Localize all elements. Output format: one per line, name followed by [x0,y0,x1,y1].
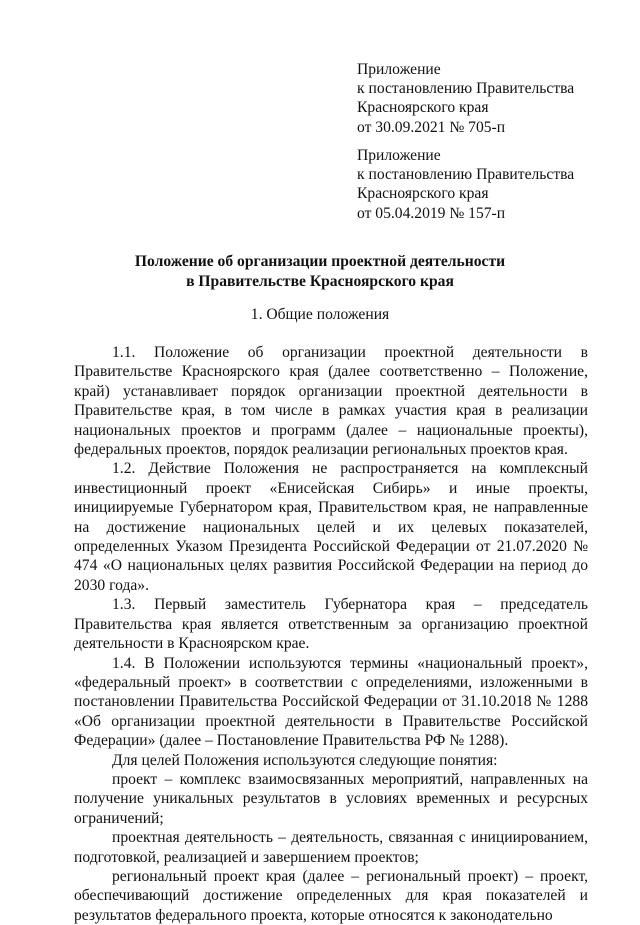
appendix-line: Красноярского края [357,185,489,203]
document-title [0,252,640,291]
appendix-line: Красноярского края [357,99,489,117]
paragraph-1-2: 1.2. Действие Положения не распространяется на комплексный инвестиционный проект «Енисейская Сибирь» и иные проекты, инициируемые Губернатором края, Правительством края, не направленные на достижение национальных целей и их целевых показателей, определенных Указом Президента Российской Федерации от 21.07.2020 № 474 «О национальных целях развития Российской Федерации на период до 2030 года». [74,460,588,594]
definition-project-activity: проектная деятельность – деятельность, связанная с инициированием, подготовкой, реализацией и завершением проектов; [74,829,588,866]
definition-regional-project: региональный проект края (далее – региональный проект) – проект, обеспечивающий достижение определенных для края показателей и результатов федерального проекта, которые относятся к законодательно [74,867,588,924]
paragraph-1-1: 1.1. Положение об организации проектной деятельности в Правительстве Красноярского края (далее соответственно – Положение, край) устанавливает порядок организации проектной деятельности в Правительстве края, в том числе в рамках участия края в реализации национальных проектов и программ (далее – национальные проекты), федеральных проектов, порядок реализации региональных проектов края. [74,344,588,459]
appendix-line: от 05.04.2019 № 157-п [357,204,506,222]
definition-project: проект – комплекс взаимосвязанных мероприятий, направленных на получение уникальных результатов в условиях временных и ресурсных ограничений; [74,770,588,827]
document-title-line: Положение об организации проектной деятельности [134,253,506,270]
paragraph-1-4: 1.4. В Положении используются термины «национальный проект», «федеральный проект» в соответствии с определениями, изложенными в постановлении Правительства Российской Федерации от 31.10.2018 № 1288 «Об организации проектной деятельности в Правительстве Российской Федерации» (далее – Постановление Правительства РФ № 1288). [74,654,588,750]
paragraph-1-3: 1.3. Первый заместитель Губернатора края – председатель Правительства края является ответственным за организацию проектной деятельности в Красноярском крае. [74,596,588,653]
appendix-line: от 30.09.2021 № 705-п [357,118,506,136]
paragraph-definitions-intro: Для целей Положения используются следующие понятия: [112,751,498,769]
appendix-line: к постановлению Правительства [357,166,575,184]
appendix-block-2021 [357,60,574,137]
appendix-line: Приложение [357,147,441,164]
document-title-line: в Правительстве Красноярского края [186,272,454,290]
appendix-block-2019 [357,146,574,223]
section-heading: 1. Общие положения [250,306,390,323]
document-body [74,343,588,925]
appendix-line: к постановлению Правительства [357,80,575,98]
appendix-line: Приложение [357,61,441,78]
